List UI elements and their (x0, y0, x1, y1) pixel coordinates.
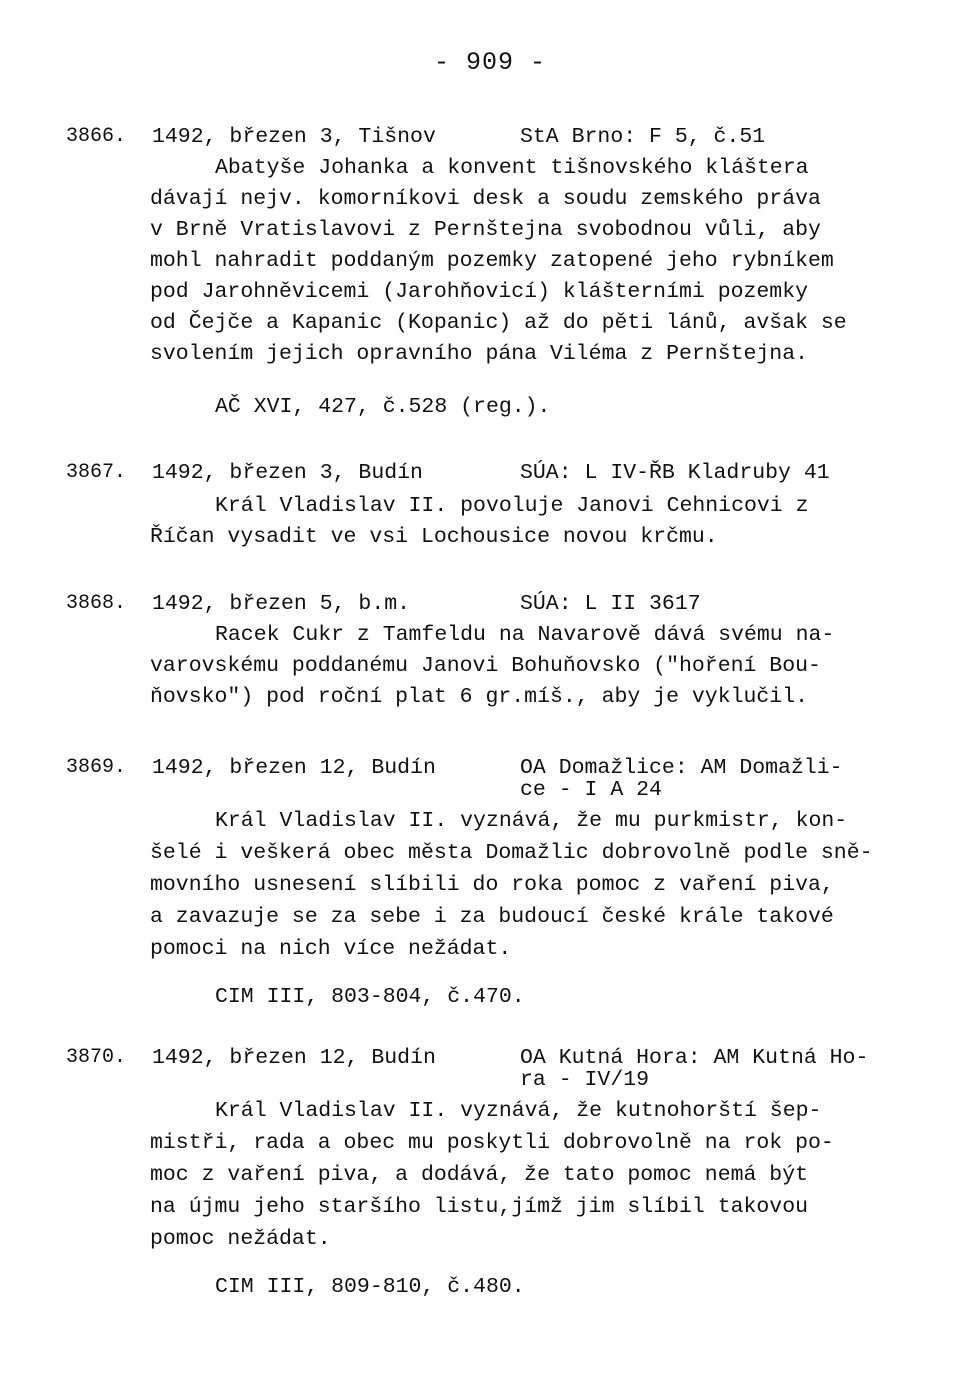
entry-text-line: mohl nahradit poddaným pozemky zatopené jeho rybníkem (150, 249, 834, 273)
entry-text-line: Král Vladislav II. vyznává, že mu purkmistr, kon- (215, 809, 848, 833)
entry-text-line: Racek Cukr z Tamfeldu na Navarově dává svému na- (215, 623, 835, 647)
entry-archive-line: SÚA: L II 3617 (520, 592, 701, 616)
entry-text-line: na újmu jeho staršího listu,jímž jim slíbil takovou (150, 1195, 809, 1219)
entry-number: 3869. (66, 756, 127, 779)
entry-number: 3867. (66, 461, 127, 484)
entry-text-line: mistři, rada a obec mu poskytli dobrovolně na rok po- (150, 1131, 834, 1155)
entry-date-place: 1492, březen 12, Budín (152, 756, 436, 780)
entry-text-line: moc z vaření piva, a dodává, že tato pomoc nemá být (150, 1163, 809, 1187)
entry-text-line: pomoci na nich více nežádat. (150, 937, 512, 961)
entry-text-line: Král Vladislav II. vyznává, že kutnohorští šep- (215, 1099, 822, 1123)
entry-text-line: svolením jejich opravního pána Viléma z Pernštejna. (150, 342, 809, 366)
entry-text-line: varovskému poddanému Janovi Bohuňovsko ("hoření Bou- (150, 654, 821, 678)
entry-number: 3868. (66, 592, 127, 615)
entry-date-place: 1492, březen 3, Budín (152, 461, 423, 485)
entry-text-line: šelé i veškerá obec města Domažlic dobrovolně podle sně- (150, 841, 873, 865)
entry-date-place: 1492, březen 5, b.m. (152, 592, 411, 616)
entry-archive-line: SÚA: L IV-ŘB Kladruby 41 (520, 461, 830, 485)
entry-text-line: Král Vladislav II. povoluje Janovi Cehnicovi z (215, 494, 809, 518)
entry-archive-line: OA Domažlice: AM Domažli- (520, 756, 843, 780)
entry-text-line: movního usnesení slíbili do roka pomoc z vaření piva, (150, 873, 834, 897)
entry-text-line: Říčan vysadit ve vsi Lochousice novou krčmu. (150, 525, 718, 549)
entry-reference: AČ XVI, 427, č.528 (reg.). (215, 395, 551, 419)
entry-number: 3870. (66, 1046, 127, 1069)
entry-text-line: a zavazuje se za sebe i za budoucí české krále takové (150, 905, 834, 929)
entry-archive-line: ra - IV/19 (520, 1068, 650, 1092)
entry-text-line: ňovsko") pod roční plat 6 gr.míš., aby je vyklučil. (150, 685, 809, 709)
entry-text-line: pod Jarohněvicemi (Jarohňovicí) klášterními pozemky (150, 280, 809, 304)
entry-text-line: Abatyše Johanka a konvent tišnovského kláštera (215, 156, 809, 180)
page-number: - 909 - (433, 48, 547, 77)
entry-reference: CIM III, 809-810, č.480. (215, 1275, 525, 1299)
entry-archive-line: OA Kutná Hora: AM Kutná Ho- (520, 1046, 869, 1070)
entry-date-place: 1492, březen 3, Tišnov (152, 125, 436, 149)
entry-date-place: 1492, březen 12, Budín (152, 1046, 436, 1070)
entry-archive-line: ce - I A 24 (520, 778, 662, 802)
entry-text-line: v Brně Vratislavovi z Pernštejna svobodnou vůli, aby (150, 218, 821, 242)
entry-text-line: dávají nejv. komorníkovi desk a soudu zemského práva (150, 187, 821, 211)
entry-archive-line: StA Brno: F 5, č.51 (520, 125, 766, 149)
entry-text-line: pomoc nežádat. (150, 1227, 331, 1251)
entry-number: 3866. (66, 125, 127, 148)
entry-text-line: od Čejče a Kapanic (Kopanic) až do pěti lánů, avšak se (150, 311, 847, 335)
entry-reference: CIM III, 803-804, č.470. (215, 985, 525, 1009)
